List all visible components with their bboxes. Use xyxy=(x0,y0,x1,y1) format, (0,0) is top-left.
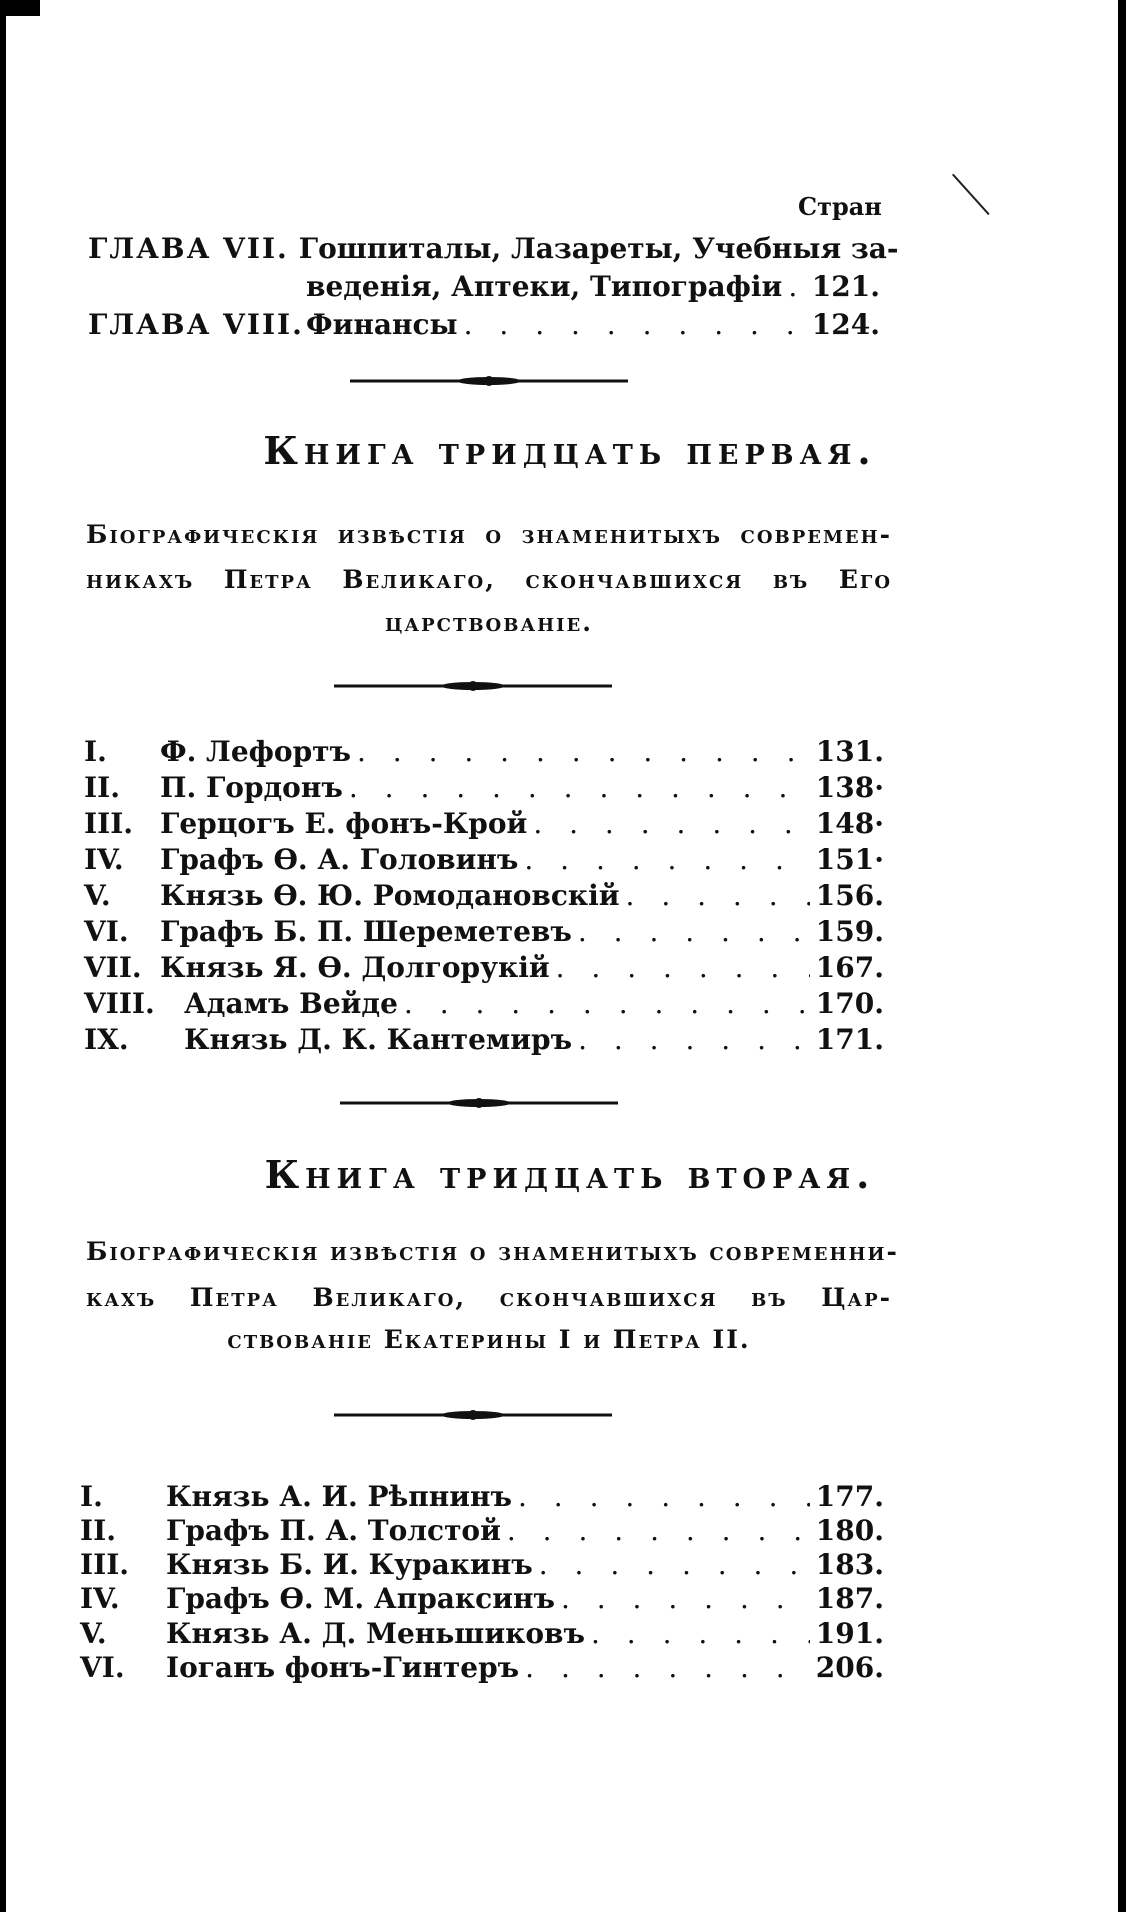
book-31-subtitle-line-3: царствованіе. xyxy=(385,608,593,637)
entry-number: II. xyxy=(84,771,120,804)
entry-number: IV. xyxy=(84,843,124,876)
ornament-divider xyxy=(350,375,628,387)
ornament-divider xyxy=(334,1409,612,1421)
leader-dots xyxy=(591,1617,810,1650)
chapter-label: ГЛАВА VIII. xyxy=(88,308,304,341)
leader-dots xyxy=(525,1651,810,1684)
book-32-subtitle-line-1: Біографическія извѣстія о знаменитыхъ современни- xyxy=(86,1237,899,1266)
entry-title: Графъ Ѳ. А. Головинъ xyxy=(160,843,519,876)
entry-title: Іоганъ фонъ-Гинтеръ xyxy=(166,1651,520,1684)
book-32-subtitle-line-3: ствованіе Екатерины I и Петра II. xyxy=(227,1325,751,1354)
leader-dots xyxy=(404,987,810,1020)
right-page-edge xyxy=(1118,0,1126,1912)
page-number: 170. xyxy=(815,987,884,1020)
entry-title: Графъ П. А. Толстой xyxy=(166,1514,501,1547)
chapter-title: Гошпиталы, Лазареты, Учебныя за- xyxy=(298,232,899,265)
entry-title: П. Гордонъ xyxy=(160,771,343,804)
entry-title: Князь А. Д. Меньшиковъ xyxy=(166,1617,585,1650)
entry-number: II. xyxy=(80,1514,116,1547)
chapter-title: Финансы xyxy=(306,308,458,341)
entry-number: III. xyxy=(84,807,134,840)
chapter-label: ГЛАВА VII. xyxy=(88,232,289,265)
book-32-title: Книга тридцать вторая. xyxy=(264,1152,876,1197)
entry-number: IV. xyxy=(80,1582,120,1615)
leader-dots xyxy=(357,735,810,768)
page-column-header: Стран xyxy=(798,192,882,221)
entry-title: Князь Д. К. Кантемиръ xyxy=(184,1023,573,1056)
top-corner-mark xyxy=(0,0,40,16)
left-binding-edge xyxy=(0,0,6,1912)
page-number: 187. xyxy=(815,1582,884,1615)
entry-title: Князь Б. И. Куракинъ xyxy=(166,1548,533,1581)
entry-number: IX. xyxy=(84,1023,129,1056)
page-number: 191. xyxy=(815,1617,884,1650)
leader-dots xyxy=(561,1582,810,1615)
leader-dots xyxy=(578,1023,810,1056)
page-number: 138· xyxy=(815,771,884,804)
entry-title: Ф. Лефортъ xyxy=(160,735,351,768)
book-31-entry xyxy=(84,879,884,912)
entry-number: V. xyxy=(84,879,111,912)
book-32-entry xyxy=(80,1651,884,1684)
page-number: 180. xyxy=(815,1514,884,1547)
entry-number: III. xyxy=(80,1548,130,1581)
page-number: 167. xyxy=(815,951,884,984)
book-31-entry xyxy=(84,843,884,876)
page-number: 183. xyxy=(815,1548,884,1581)
entry-number: VI. xyxy=(80,1651,125,1684)
entry-title: Адамъ Вейде xyxy=(184,987,398,1020)
entry-number: VI. xyxy=(84,915,129,948)
leader-dots xyxy=(556,951,810,984)
page-number: 177. xyxy=(815,1480,884,1513)
book-32-entry xyxy=(80,1514,884,1547)
book-31-entry xyxy=(84,807,884,840)
page-number: 131. xyxy=(815,735,884,768)
page-number: 171. xyxy=(815,1023,884,1056)
page-number: 156. xyxy=(815,879,884,912)
entry-title: Князь Я. Ѳ. Долгорукій xyxy=(160,951,550,984)
book-31-entry xyxy=(84,1023,884,1056)
book-32-subtitle-line-2: кахъ Петра Великаго, скончавшихся въ Цар- xyxy=(86,1283,892,1312)
entry-title: Герцогъ Е. фонъ-Крой xyxy=(160,807,528,840)
book-32-entry xyxy=(80,1582,884,1615)
entry-title: Графъ Б. П. Шереметевъ xyxy=(160,915,572,948)
book-31-subtitle-line-2: никахъ Петра Великаго, скончавшихся въ Его xyxy=(86,565,892,594)
leader-dots xyxy=(518,1480,810,1513)
book-31-entry xyxy=(84,771,884,804)
entry-number: V. xyxy=(80,1617,107,1650)
chapter-vii-line1 xyxy=(88,232,899,265)
ornament-divider xyxy=(334,680,612,692)
leader-dots xyxy=(507,1514,810,1547)
chapter-title-continued: веденія, Аптеки, Типографіи xyxy=(306,270,783,303)
page-number: 124. xyxy=(811,308,880,341)
book-31-entry xyxy=(84,951,884,984)
book-31-subtitle-line-1: Біографическія извѣстія о знаменитыхъ современ- xyxy=(86,520,892,549)
book-32-entry xyxy=(80,1480,884,1513)
page-number: 151· xyxy=(815,843,884,876)
leader-dots xyxy=(578,915,810,948)
leader-dots xyxy=(539,1548,810,1581)
leader-dots xyxy=(533,807,809,840)
entry-number: VIII. xyxy=(84,987,155,1020)
page-number: 159. xyxy=(815,915,884,948)
leader-dots xyxy=(626,879,810,912)
book-31-entry xyxy=(84,735,884,768)
page-number: 121. xyxy=(811,270,880,303)
page-number: 148· xyxy=(815,807,884,840)
entry-title: Князь Ѳ. Ю. Ромодановскій xyxy=(160,879,620,912)
entry-number: VII. xyxy=(84,951,142,984)
entry-title: Князь А. И. Рѣпнинъ xyxy=(166,1480,512,1513)
chapter-viii xyxy=(88,308,880,341)
leader-dots xyxy=(788,270,805,303)
leader-dots xyxy=(464,308,806,341)
book-32-entry xyxy=(80,1617,884,1650)
book-31-entry xyxy=(84,987,884,1020)
book-32-entry xyxy=(80,1548,884,1581)
leader-dots xyxy=(524,843,809,876)
pencil-stroke xyxy=(952,174,990,215)
ornament-divider xyxy=(340,1097,618,1109)
entry-number: I. xyxy=(84,735,107,768)
chapter-vii-line2 xyxy=(306,270,880,303)
entry-number: I. xyxy=(80,1480,103,1513)
book-31-title: Книга тридцать первая. xyxy=(263,428,877,473)
entry-title: Графъ Ѳ. М. Апраксинъ xyxy=(166,1582,555,1615)
page-number: 206. xyxy=(815,1651,884,1684)
leader-dots xyxy=(349,771,810,804)
book-31-entry xyxy=(84,915,884,948)
